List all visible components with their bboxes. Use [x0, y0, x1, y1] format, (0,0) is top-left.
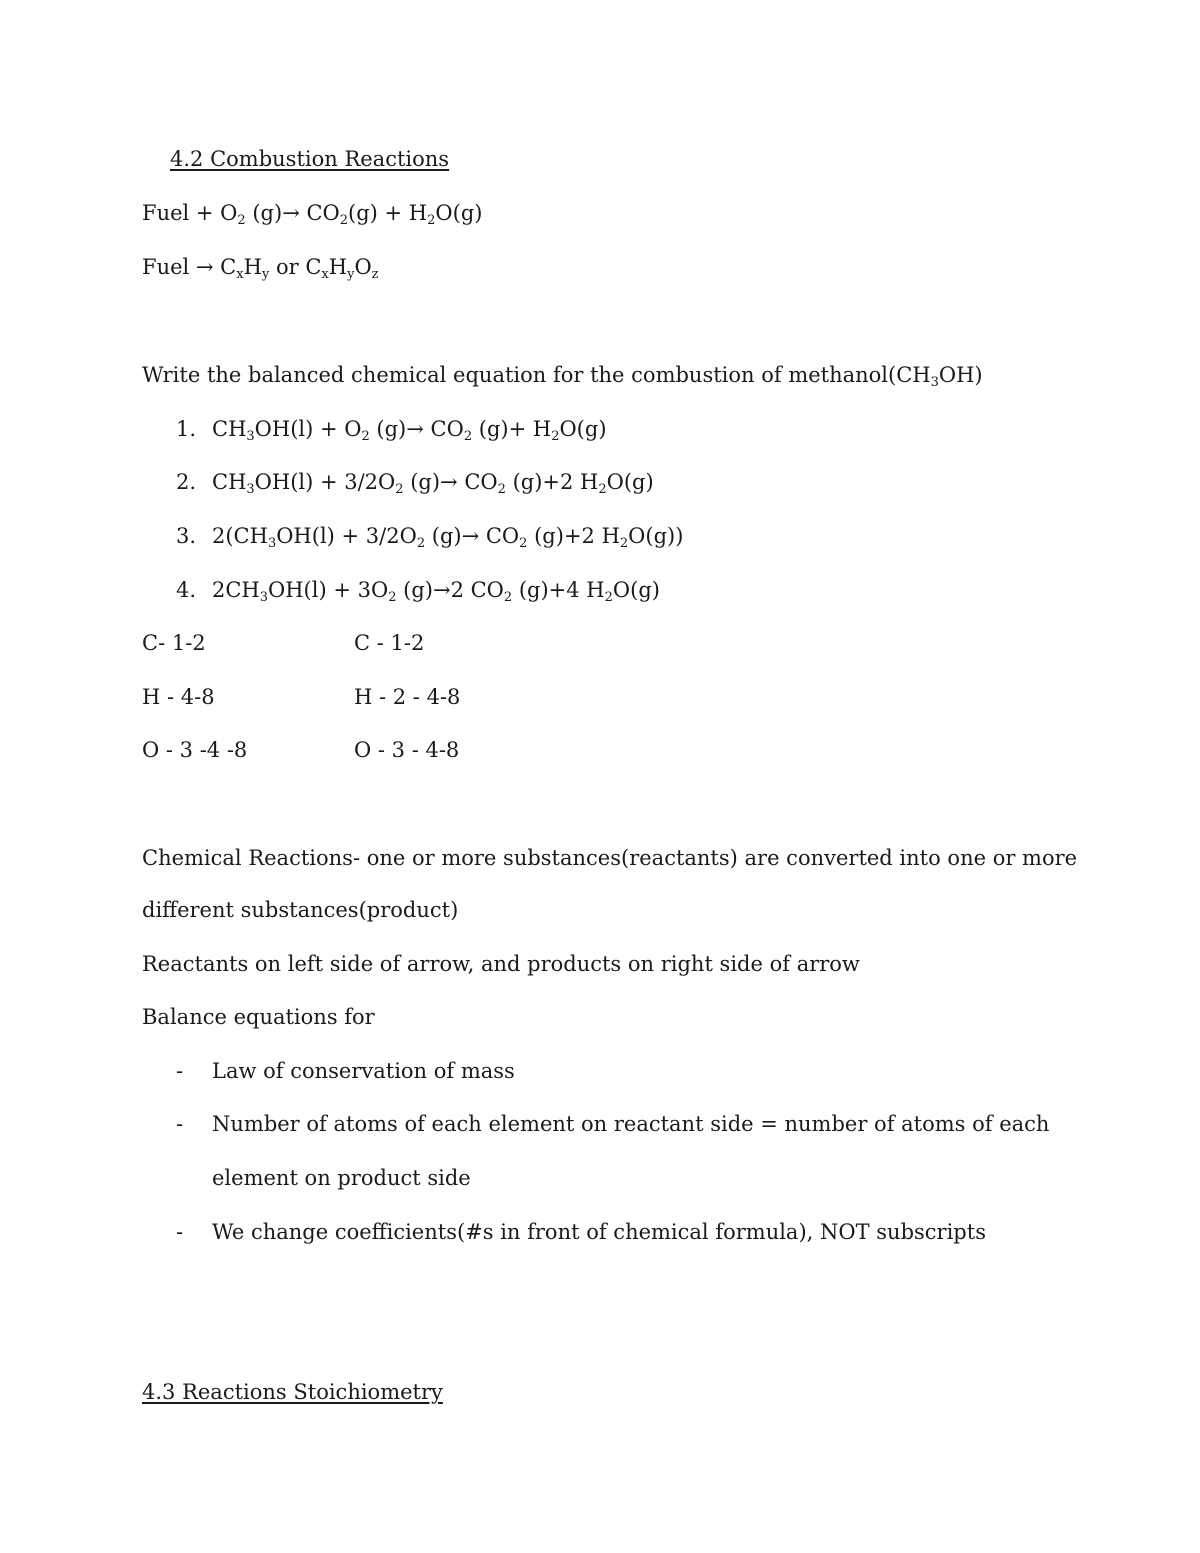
subscript: 3: [267, 536, 277, 551]
subscript: 2: [497, 482, 506, 497]
bullet-continuation: element on product side: [212, 1166, 471, 1190]
atom-count-right: C - 1-2: [354, 631, 425, 655]
atom-count-right: H - 2 - 4-8: [354, 685, 461, 709]
bullet-text: We change coefficients(#s in front of chemical formula), NOT subscripts: [212, 1220, 986, 1244]
atom-count-left: C- 1-2: [142, 631, 206, 655]
balancing-step: [142, 415, 607, 443]
subscript: 2: [503, 590, 513, 605]
subscript: 2: [604, 590, 613, 605]
definition-text-continued: different substances(product): [142, 898, 459, 922]
subscript: 3: [259, 590, 269, 605]
reactants-products-note: Reactants on left side of arrow, and products on right side of arrow: [142, 952, 860, 976]
subscript: 2: [237, 213, 246, 228]
step-number: 1.: [176, 417, 197, 441]
section-heading-stoichiometry: 4.3 Reactions Stoichiometry: [142, 1380, 443, 1404]
subscript: z: [371, 267, 379, 282]
subscript: 2: [427, 213, 436, 228]
step-equation: $2CH_3OH(l) + 3O_2$ (g)→2 $CO_2$ (g)+4 $H_2O(g)$: [212, 578, 660, 605]
bullet-item: [142, 1110, 1049, 1138]
subscript: y: [347, 267, 355, 282]
bullet-text: Number of atoms of each element on reactant side = number of atoms of each: [212, 1112, 1050, 1136]
general-combustion-equation: Fuel + $O_2$ $(g)\to CO_2(g) + H_2O(g)$: [142, 201, 483, 228]
balancing-step: [142, 576, 660, 604]
subscript: x: [236, 267, 244, 282]
subscript: 3: [246, 482, 255, 497]
subscript: 2: [361, 429, 370, 444]
step-number: 2.: [176, 470, 197, 494]
bullet-text: Law of conservation of mass: [212, 1059, 515, 1083]
bullet-dash: -: [176, 1112, 184, 1136]
step-equation: $CH_3OH(l) + O_2$ $(g)\to CO_2$ $(g)+ H_2O(g)$: [212, 417, 607, 444]
subscript: 2: [551, 429, 560, 444]
bullet-dash: -: [176, 1220, 184, 1244]
subscript: 2: [619, 536, 629, 551]
bullet-dash: -: [176, 1059, 184, 1083]
step-number: 3.: [176, 524, 197, 548]
subscript: 2: [598, 482, 607, 497]
subscript: x: [321, 267, 329, 282]
atom-count-left: O - 3 -4 -8: [142, 738, 248, 762]
section-heading-combustion: 4.2 Combustion Reactions: [170, 147, 450, 171]
definition-text: Chemical Reactions- one or more substances(reactants) are converted into one or more: [142, 846, 1078, 870]
step-number: 4.: [176, 578, 197, 602]
balancing-step: [142, 468, 654, 496]
step-equation: $2(CH_3OH(l) + 3/2O_2$ $(g)\to CO_2$ (g)+2 $H_2O(g)$): [212, 524, 684, 551]
subscript: 2: [519, 536, 528, 551]
subscript: 2: [416, 536, 426, 551]
subscript: 2: [395, 482, 404, 497]
subscript: 3: [930, 375, 939, 390]
subscript: 3: [246, 429, 255, 444]
methanol-prompt: Write the balanced chemical equation for the combustion of $methanol(CH_3OH)$: [142, 363, 983, 390]
balancing-step: [142, 522, 683, 550]
subscript: 2: [463, 429, 473, 444]
balance-intro: Balance equations for: [142, 1005, 375, 1029]
atom-count-right: O - 3 - 4-8: [354, 738, 460, 762]
fuel-formula-equation: Fuel → $C_xH_y$ or $C_xH_yO_z$: [142, 255, 379, 282]
subscript: y: [261, 267, 270, 282]
bullet-item: [142, 1057, 515, 1085]
atom-count-left: H - 4-8: [142, 685, 215, 709]
bullet-item: [142, 1218, 986, 1246]
subscript: 2: [388, 590, 397, 605]
subscript: 2: [339, 213, 349, 228]
step-equation: $CH_3OH(l) + 3/2O_2$ $(g)\to CO_2$ (g)+2 $H_2O(g)$: [212, 470, 654, 497]
